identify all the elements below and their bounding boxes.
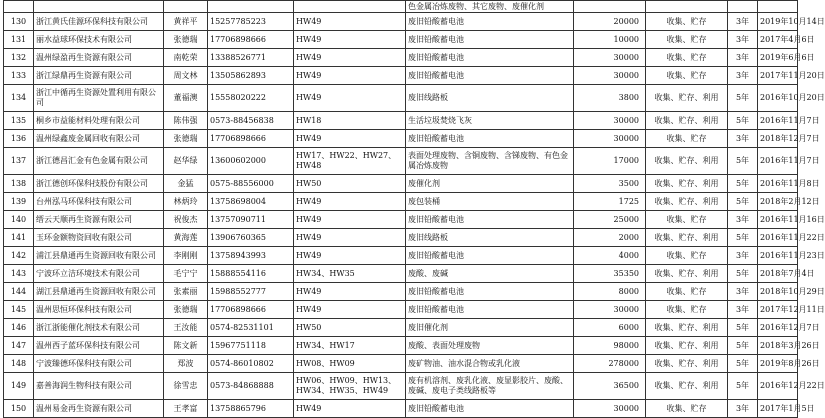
phone-cell: 13906760365	[208, 229, 294, 247]
phone-cell: 13758698004	[208, 193, 294, 211]
row-number-cell: 138	[4, 175, 34, 193]
row-number-cell: 150	[4, 400, 34, 418]
business-mode-cell: 收集、贮存、利用	[646, 337, 728, 355]
contact-person-cell: 张德瑞	[164, 301, 208, 319]
term-cell: 3年	[728, 130, 758, 148]
table-row	[4, 400, 798, 418]
capacity-cell: 35350	[574, 265, 646, 283]
waste-code-cell: HW34、HW35	[294, 265, 406, 283]
row-number-cell: 145	[4, 301, 34, 319]
term-cell: 5年	[728, 355, 758, 373]
waste-category-cell: 废旧铅酸蓄电池	[406, 49, 574, 67]
company-name-cell: 浙江黄氏佳源环保科技有限公司	[34, 13, 164, 31]
term-cell: 5年	[728, 148, 758, 175]
phone-cell: 0573-88456838	[208, 112, 294, 130]
capacity-cell: 98000	[574, 337, 646, 355]
table-row	[4, 49, 798, 67]
row-number-cell: 139	[4, 193, 34, 211]
term-cell: 3年	[728, 400, 758, 418]
capacity-cell: 30000	[574, 400, 646, 418]
waste-category-cell: 废酸、废碱	[406, 265, 574, 283]
waste-category-cell: 生活垃圾焚烧飞灰	[406, 112, 574, 130]
capacity-cell: 30000	[574, 67, 646, 85]
waste-category-cell: 废酸、表面处理废物	[406, 337, 574, 355]
issue-date-cell: 2016年11月7日	[758, 148, 798, 175]
term-cell: 3年	[728, 49, 758, 67]
phone-cell: 13758865796	[208, 400, 294, 418]
company-name-cell: 温州西子蓝环保科技有限公司	[34, 337, 164, 355]
term-cell: 5年	[728, 112, 758, 130]
waste-code-cell: HW49	[294, 31, 406, 49]
table-row	[4, 193, 798, 211]
phone-cell: 0574-82531101	[208, 319, 294, 337]
term-cell: 5年	[728, 175, 758, 193]
contact-person-cell: 张德瑞	[164, 31, 208, 49]
row-number-cell: 141	[4, 229, 34, 247]
capacity-cell: 8000	[574, 283, 646, 301]
contact-person-cell: 李刚刚	[164, 247, 208, 265]
waste-category-cell: 废旧铅酸蓄电池	[406, 211, 574, 229]
term-cell: 5年	[728, 337, 758, 355]
business-mode-cell: 收集、贮存	[646, 283, 728, 301]
business-mode-cell: 收集、贮存、利用	[646, 148, 728, 175]
term-cell: 3年	[728, 31, 758, 49]
row-number-cell: 136	[4, 130, 34, 148]
waste-code-cell: HW49	[294, 283, 406, 301]
company-name-cell: 玉环金额物资回收有限公司	[34, 229, 164, 247]
term-cell: 3年	[728, 67, 758, 85]
waste-code-cell: HW49	[294, 130, 406, 148]
waste-code-cell: HW18	[294, 112, 406, 130]
business-mode-cell: 收集、贮存	[646, 247, 728, 265]
business-mode-cell: 收集、贮存	[646, 67, 728, 85]
row-number-cell: 143	[4, 265, 34, 283]
contact-person-cell: 周文林	[164, 67, 208, 85]
capacity-cell: 36500	[574, 373, 646, 400]
business-mode-cell: 收集、贮存、利用	[646, 193, 728, 211]
company-name-cell: 浙江德创环保科技股份有限公司	[34, 175, 164, 193]
table-row	[4, 13, 798, 31]
issue-date-cell: 2016年11月22日	[758, 229, 798, 247]
phone-cell: 17706898666	[208, 301, 294, 319]
row-number-cell: 147	[4, 337, 34, 355]
table-row	[4, 229, 798, 247]
term-cell: 5年	[728, 229, 758, 247]
waste-category-cell: 废包装桶	[406, 193, 574, 211]
waste-code-cell: HW34、HW17	[294, 337, 406, 355]
capacity-cell: 30000	[574, 112, 646, 130]
waste-code-cell: HW49	[294, 85, 406, 112]
issue-date-cell: 2016年12月22日	[758, 373, 798, 400]
contact-person-cell: 赵华绿	[164, 148, 208, 175]
phone-cell: 13505862893	[208, 67, 294, 85]
row-number-cell: 146	[4, 319, 34, 337]
issue-date-cell: 2017年11月20日	[758, 67, 798, 85]
issue-date-cell: 2016年11月23日	[758, 247, 798, 265]
table-row	[4, 247, 798, 265]
issue-date-cell: 2016年12月7日	[758, 319, 798, 337]
row-number-cell: 134	[4, 85, 34, 112]
business-mode-cell: 收集、贮存、利用	[646, 85, 728, 112]
company-name-cell: 丽水益球环保技术有限公司	[34, 31, 164, 49]
phone-cell: 15967751118	[208, 337, 294, 355]
business-mode-cell: 收集、贮存	[646, 31, 728, 49]
row-number-cell: 130	[4, 13, 34, 31]
company-name-cell: 浙江德昌汇金有色金属有限公司	[34, 148, 164, 175]
term-cell: 5年	[728, 85, 758, 112]
business-mode-cell: 收集、贮存	[646, 49, 728, 67]
waste-category-cell: 废旧铅酸蓄电池	[406, 67, 574, 85]
phone-cell: 17706898666	[208, 130, 294, 148]
capacity-cell: 278000	[574, 355, 646, 373]
phone-cell: 13758943993	[208, 247, 294, 265]
term-cell: 5年	[728, 265, 758, 283]
contact-person-cell: 王汝能	[164, 319, 208, 337]
contact-person-cell: 黄海莲	[164, 229, 208, 247]
business-mode-cell: 收集、贮存、利用	[646, 265, 728, 283]
phone-cell: 13600602000	[208, 148, 294, 175]
contact-person-cell: 林炳玲	[164, 193, 208, 211]
issue-date-cell: 2016年11月16日	[758, 211, 798, 229]
waste-category-cell: 废旧铅酸蓄电池	[406, 247, 574, 265]
contact-person-cell: 董福澳	[164, 85, 208, 112]
row-number-cell: 142	[4, 247, 34, 265]
table-row	[4, 265, 798, 283]
issue-date-cell: 2017年1月5日	[758, 400, 798, 418]
issue-date-cell: 2017年4月6日	[758, 31, 798, 49]
phone-cell: 15988552777	[208, 283, 294, 301]
phone-cell: 0573-84868888	[208, 373, 294, 400]
business-mode-cell: 收集、贮存	[646, 211, 728, 229]
term-cell: 5年	[728, 319, 758, 337]
contact-person-cell: 陈文新	[164, 337, 208, 355]
term-cell: 3年	[728, 301, 758, 319]
business-mode-cell: 收集、贮存、利用	[646, 112, 728, 130]
capacity-cell: 3500	[574, 175, 646, 193]
category-cell: 色金属冶炼废物、其它废物、废催化剂	[406, 1, 574, 13]
table-row	[4, 175, 798, 193]
capacity-cell: 30000	[574, 49, 646, 67]
phone-cell: 17706898666	[208, 31, 294, 49]
row-number-cell: 148	[4, 355, 34, 373]
contact-person-cell: 徐雪忠	[164, 373, 208, 400]
row-number-cell: 133	[4, 67, 34, 85]
table-row	[4, 319, 798, 337]
business-mode-cell: 收集、贮存	[646, 130, 728, 148]
business-mode-cell: 收集、贮存、利用	[646, 355, 728, 373]
waste-category-cell: 废旧线路板	[406, 85, 574, 112]
waste-code-cell: HW50	[294, 319, 406, 337]
capacity-cell: 4000	[574, 247, 646, 265]
row-number-cell: 149	[4, 373, 34, 400]
term-cell: 3年	[728, 211, 758, 229]
business-mode-cell: 收集、贮存	[646, 13, 728, 31]
business-mode-cell: 收集、贮存、利用	[646, 373, 728, 400]
issue-date-cell: 2018年3月26日	[758, 337, 798, 355]
issue-date-cell: 2018年12月7日	[758, 130, 798, 148]
phone-cell: 15257785223	[208, 13, 294, 31]
waste-code-cell: HW08、HW09	[294, 355, 406, 373]
contact-person-cell: 郑波	[164, 355, 208, 373]
contact-person-cell: 黄祥平	[164, 13, 208, 31]
row-number-cell: 132	[4, 49, 34, 67]
contact-person-cell: 王孝富	[164, 400, 208, 418]
term-cell: 3年	[728, 247, 758, 265]
waste-category-cell: 废旧铅酸蓄电池	[406, 13, 574, 31]
company-name-cell: 桐乡市益能材料处理有限公司	[34, 112, 164, 130]
contact-person-cell: 祝俊杰	[164, 211, 208, 229]
capacity-cell: 6000	[574, 319, 646, 337]
company-name-cell: 湖江县鼎通再生资源回收有限公司	[34, 283, 164, 301]
company-name-cell: 宁波环立洁环境技术有限公司	[34, 265, 164, 283]
issue-date-cell: 2018年10月29日	[758, 283, 798, 301]
capacity-cell: 25000	[574, 211, 646, 229]
table-row	[4, 85, 798, 112]
row-number-cell: 131	[4, 31, 34, 49]
capacity-cell: 30000	[574, 130, 646, 148]
phone-cell: 15558020222	[208, 85, 294, 112]
company-name-cell: 浙江浙能催化剂技术有限公司	[34, 319, 164, 337]
issue-date-cell: 2016年10月20日	[758, 85, 798, 112]
table-row	[4, 31, 798, 49]
business-mode-cell: 收集、贮存、利用	[646, 319, 728, 337]
row-number-cell: 135	[4, 112, 34, 130]
waste-category-cell: 废旧线路板	[406, 229, 574, 247]
issue-date-cell: 2018年7月4日	[758, 265, 798, 283]
issue-date-cell: 2016年11月7日	[758, 112, 798, 130]
contact-person-cell: 金猛	[164, 175, 208, 193]
company-name-cell: 宁波臻德环保科技有限公司	[34, 355, 164, 373]
waste-category-cell: 废旧催化剂	[406, 319, 574, 337]
company-name-cell: 温州绿鑫废金属回收有限公司	[34, 130, 164, 148]
waste-code-cell: HW06、HW09、HW13、HW34、HW35、HW49	[294, 373, 406, 400]
table-row	[4, 148, 798, 175]
waste-code-cell: HW17、HW22、HW27、HW48	[294, 148, 406, 175]
term-cell: 5年	[728, 193, 758, 211]
company-name-cell: 温州易金再生资源有限公司	[34, 400, 164, 418]
company-name-cell: 浦江县鼎通再生资源回收有限公司	[34, 247, 164, 265]
waste-code-cell: HW49	[294, 247, 406, 265]
issue-date-cell: 2017年12月11日	[758, 301, 798, 319]
table-row	[4, 130, 798, 148]
table-row	[4, 355, 798, 373]
waste-category-cell: 废旧铅酸蓄电池	[406, 130, 574, 148]
company-name-cell: 温州绿盈再生资源有限公司	[34, 49, 164, 67]
capacity-cell: 3800	[574, 85, 646, 112]
contact-person-cell: 南乾荣	[164, 49, 208, 67]
row-number-cell: 144	[4, 283, 34, 301]
waste-category-cell: 废催化剂	[406, 175, 574, 193]
hazardous-waste-permit-table	[3, 0, 825, 418]
phone-cell: 13757090711	[208, 211, 294, 229]
capacity-cell: 1725	[574, 193, 646, 211]
term-cell: 3年	[728, 13, 758, 31]
table-row	[4, 283, 798, 301]
contact-person-cell: 毛宁宁	[164, 265, 208, 283]
waste-category-cell: 废有机溶剂、废乳化液、废显影胶片、废酸、废碱、废电子类线路板等	[406, 373, 574, 400]
capacity-cell: 2000	[574, 229, 646, 247]
phone-cell: 15888554116	[208, 265, 294, 283]
issue-date-cell: 2019年8月26日	[758, 355, 798, 373]
company-name-cell: 缙云天顺再生资源有限公司	[34, 211, 164, 229]
waste-code-cell: HW49	[294, 13, 406, 31]
business-mode-cell: 收集、贮存、利用	[646, 175, 728, 193]
term-cell: 3年	[728, 283, 758, 301]
waste-category-cell: 废旧铅酸蓄电池	[406, 301, 574, 319]
capacity-cell: 17000	[574, 148, 646, 175]
table-row	[4, 67, 798, 85]
table-row	[4, 373, 798, 400]
capacity-cell: 30000	[574, 301, 646, 319]
company-name-cell: 嘉善海润生物科技有限公司	[34, 373, 164, 400]
company-name-cell: 浙江中循再生资源处置利用有限公司	[34, 85, 164, 112]
table-row	[4, 301, 798, 319]
row-number-cell: 140	[4, 211, 34, 229]
capacity-cell: 20000	[574, 13, 646, 31]
company-name-cell: 温州思恒环保科技有限公司	[34, 301, 164, 319]
waste-code-cell: HW50	[294, 175, 406, 193]
business-mode-cell: 收集、贮存、利用	[646, 229, 728, 247]
waste-category-cell: 废矿物油、油水混合物或乳化液	[406, 355, 574, 373]
table-row	[4, 112, 798, 130]
waste-category-cell: 表面处理废物、含铜废物、含锑废物、有色金属冶炼废物	[406, 148, 574, 175]
issue-date-cell: 2016年11月8日	[758, 175, 798, 193]
table-row-continued	[4, 1, 798, 13]
waste-code-cell: HW49	[294, 400, 406, 418]
phone-cell: 0574-86010802	[208, 355, 294, 373]
waste-code-cell: HW49	[294, 211, 406, 229]
contact-person-cell: 陈伟强	[164, 112, 208, 130]
term-cell: 5年	[728, 373, 758, 400]
company-name-cell: 浙江绿鼎再生资源有限公司	[34, 67, 164, 85]
waste-category-cell: 废旧铅酸蓄电池	[406, 283, 574, 301]
contact-person-cell: 张素丽	[164, 283, 208, 301]
waste-code-cell: HW49	[294, 67, 406, 85]
waste-category-cell: 废旧铅酸蓄电池	[406, 31, 574, 49]
company-name-cell: 台州泓马环保科技有限公司	[34, 193, 164, 211]
business-mode-cell: 收集、贮存	[646, 301, 728, 319]
issue-date-cell: 2018年2月12日	[758, 193, 798, 211]
waste-code-cell: HW49	[294, 301, 406, 319]
phone-cell: 0575-88556000	[208, 175, 294, 193]
issue-date-cell: 2019年6月6日	[758, 49, 798, 67]
business-mode-cell: 收集、贮存	[646, 400, 728, 418]
row-number-cell: 137	[4, 148, 34, 175]
table-body	[4, 1, 825, 418]
table-row	[4, 211, 798, 229]
table-row	[4, 337, 798, 355]
contact-person-cell: 张德瑞	[164, 130, 208, 148]
capacity-cell: 10000	[574, 31, 646, 49]
waste-category-cell: 废旧铅酸蓄电池	[406, 400, 574, 418]
waste-code-cell: HW49	[294, 193, 406, 211]
waste-code-cell: HW49	[294, 229, 406, 247]
waste-code-cell: HW49	[294, 49, 406, 67]
phone-cell: 13388526771	[208, 49, 294, 67]
issue-date-cell: 2019年10月14日	[758, 13, 798, 31]
